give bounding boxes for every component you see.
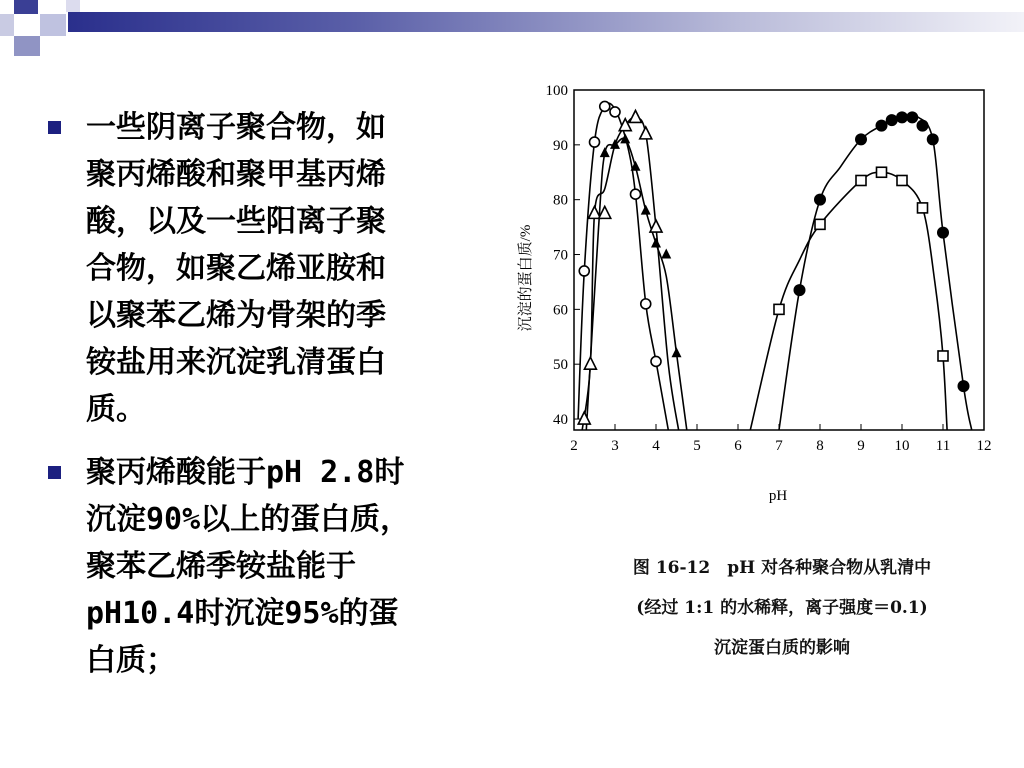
data-point-filled-circle xyxy=(855,133,867,145)
data-point-filled-triangle xyxy=(610,139,620,149)
plot-frame xyxy=(574,90,984,430)
bullet-line: 质。 xyxy=(86,392,146,427)
title-gradient-bar xyxy=(68,12,1024,32)
data-point-filled-circle xyxy=(937,227,949,239)
data-point-open-circle xyxy=(600,101,610,111)
data-point-open-triangle xyxy=(630,110,642,122)
data-point-open-circle xyxy=(610,107,620,117)
x-tick-label: 6 xyxy=(734,438,742,454)
y-tick-label: 50 xyxy=(553,357,568,374)
data-point-filled-circle xyxy=(917,120,929,132)
data-point-open-triangle xyxy=(589,206,601,218)
data-point-open-square xyxy=(815,219,825,229)
series-line-open-triangle xyxy=(582,117,678,430)
data-point-filled-triangle xyxy=(672,347,682,357)
data-point-open-circle xyxy=(590,137,600,147)
figure-caption xyxy=(572,548,992,668)
data-point-filled-circle xyxy=(927,133,939,145)
data-point-open-square xyxy=(774,304,784,314)
x-axis-label: pH xyxy=(768,488,788,504)
decor-square-3 xyxy=(0,14,14,36)
y-tick-label: 90 xyxy=(553,137,568,154)
data-point-filled-circle xyxy=(876,120,888,132)
y-tick-label: 80 xyxy=(553,192,568,209)
x-tick-label: 10 xyxy=(894,438,910,454)
data-point-filled-triangle xyxy=(651,238,661,248)
data-point-open-triangle xyxy=(640,127,652,139)
bullet-item-1 xyxy=(40,104,510,433)
data-point-open-triangle xyxy=(584,357,596,369)
series-line-filled-circle xyxy=(779,115,972,430)
decor-square-1 xyxy=(14,0,38,14)
data-point-filled-circle xyxy=(794,284,806,296)
data-point-open-triangle xyxy=(578,412,590,424)
bullet-line: 沉淀90%以上的蛋白质， xyxy=(86,502,411,537)
y-tick-label: 70 xyxy=(553,247,568,264)
bullet-line: 酸，以及一些阳离子聚 xyxy=(86,204,386,239)
data-point-open-square xyxy=(897,175,907,185)
bullet-line: 合物，如聚乙烯亚胺和 xyxy=(86,251,386,286)
data-point-filled-circle xyxy=(906,111,918,123)
bullet-line: 一些阴离子聚合物，如 xyxy=(86,110,386,145)
data-point-filled-triangle xyxy=(641,205,651,215)
bullet-square-icon xyxy=(48,466,61,479)
data-point-filled-circle xyxy=(958,380,970,392)
bullet-line: 白质； xyxy=(86,643,176,678)
series-line-open-circle xyxy=(578,103,668,430)
x-tick-label: 8 xyxy=(816,438,824,454)
decor-square-5 xyxy=(66,0,80,12)
caption-line: 图 16-12 pH 对各种聚合物从乳清中 xyxy=(632,558,932,578)
bullet-item-2 xyxy=(40,449,510,684)
bullet-line: 聚苯乙烯季铵盐能于 xyxy=(86,549,356,584)
data-point-open-square xyxy=(938,351,948,361)
data-point-filled-triangle xyxy=(600,147,610,157)
bullet-line: 聚丙烯酸和聚甲基丙烯 xyxy=(86,157,386,192)
chart-figure xyxy=(512,78,1002,678)
x-tick-label: 11 xyxy=(935,438,951,454)
title-decoration xyxy=(0,0,1024,60)
y-tick-label: 100 xyxy=(545,83,568,99)
caption-line: (经过 1:1 的水稀释，离子强度＝0.1) xyxy=(636,598,928,618)
bullet-square-icon xyxy=(48,121,61,134)
y-axis-label: 沉淀的蛋白质/% xyxy=(518,224,534,332)
x-tick-label: 5 xyxy=(693,438,701,454)
data-point-filled-circle xyxy=(886,114,898,126)
bullet-line: 铵盐用来沉淀乳清蛋白 xyxy=(86,345,386,380)
x-tick-label: 9 xyxy=(857,438,865,454)
x-tick-label: 4 xyxy=(652,438,660,454)
caption-line: 沉淀蛋白质的影响 xyxy=(714,638,850,658)
data-point-filled-triangle xyxy=(661,249,671,259)
bullet-line: 聚丙烯酸能于pH 2.8时 xyxy=(86,455,405,490)
data-point-open-circle xyxy=(579,266,589,276)
data-point-open-square xyxy=(856,175,866,185)
chart-svg xyxy=(512,78,1002,538)
data-point-open-square xyxy=(918,203,928,213)
x-tick-label: 7 xyxy=(775,438,783,454)
bullet-list xyxy=(40,104,510,700)
data-point-open-triangle xyxy=(650,220,662,232)
data-point-filled-circle xyxy=(896,111,908,123)
bullet-line: pH10.4时沉淀95%的蛋 xyxy=(86,596,399,631)
x-tick-label: 12 xyxy=(976,438,992,454)
x-tick-label: 3 xyxy=(611,438,619,454)
decor-square-2 xyxy=(40,14,66,36)
y-tick-label: 40 xyxy=(553,412,568,429)
decor-square-4 xyxy=(14,36,40,56)
data-point-open-square xyxy=(877,167,887,177)
x-tick-label: 2 xyxy=(570,438,578,454)
y-tick-label: 60 xyxy=(553,302,568,319)
data-point-open-circle xyxy=(631,189,641,199)
data-point-open-circle xyxy=(641,299,651,309)
data-point-open-circle xyxy=(651,356,661,366)
bullet-line: 以聚苯乙烯为骨架的季 xyxy=(86,298,386,333)
data-point-filled-circle xyxy=(814,194,826,206)
